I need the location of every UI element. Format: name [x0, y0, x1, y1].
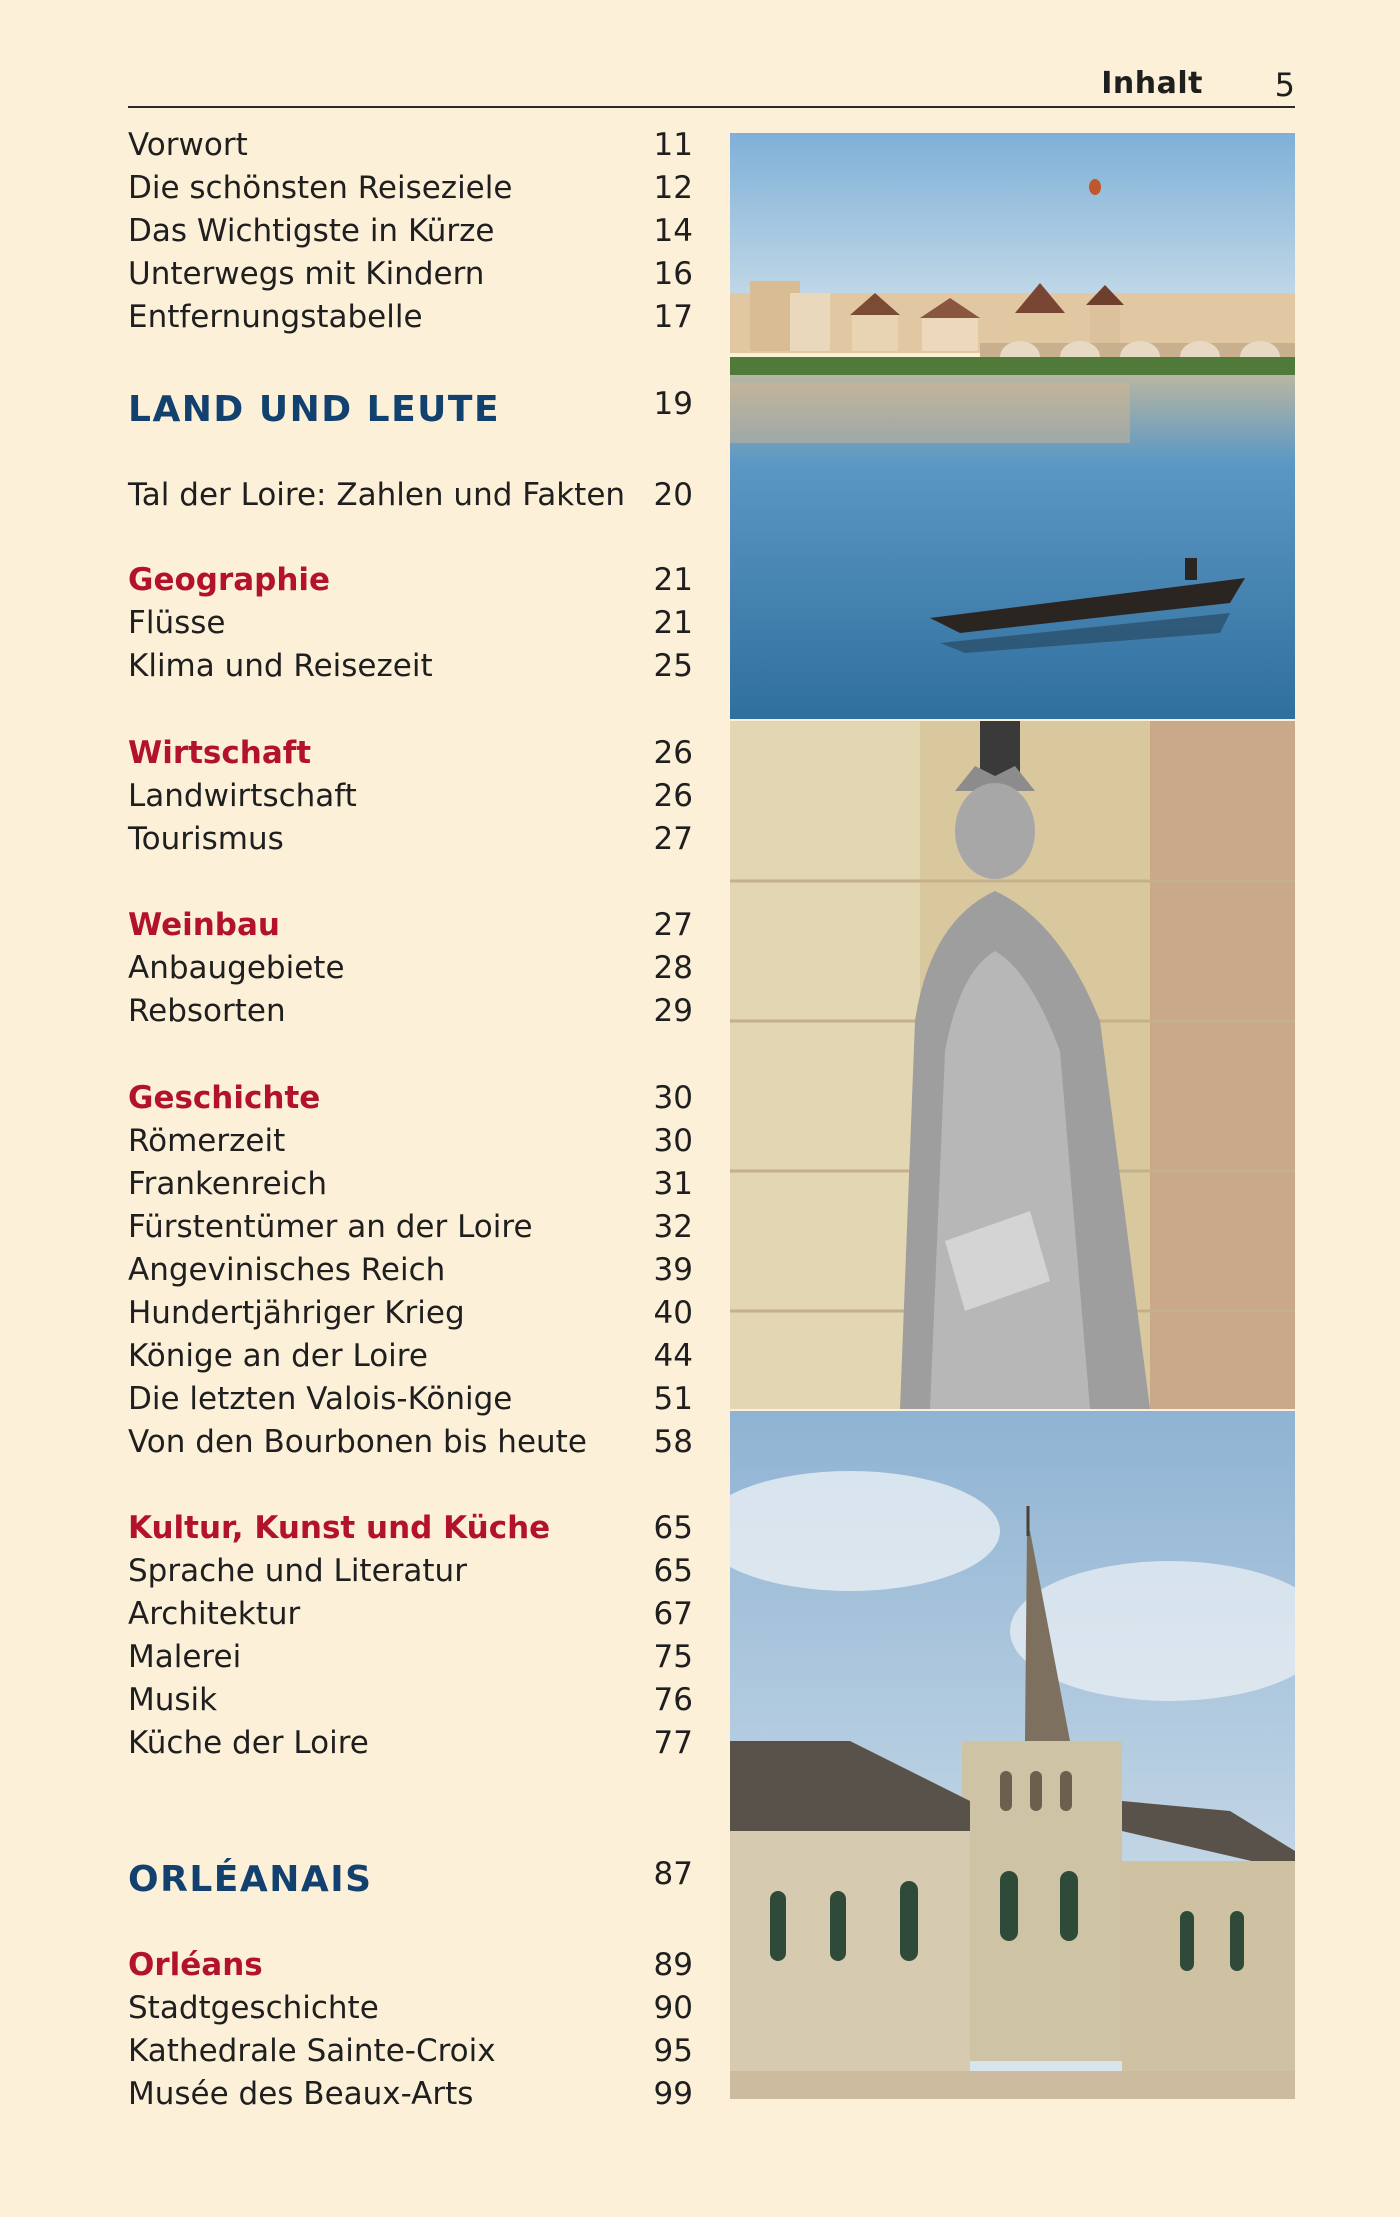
toc-entry-title: Sprache und Literatur: [128, 1553, 467, 1589]
toc-entry-page: 29: [653, 993, 693, 1029]
toc-entry-page: 21: [653, 562, 693, 598]
toc-entry-page: 87: [653, 1856, 693, 1892]
toc-entry-title: Frankenreich: [128, 1166, 327, 1202]
romanesque-abbey-church-photo: [730, 1411, 1295, 2099]
toc-entry-page: 12: [653, 170, 693, 206]
toc-entry-page: 51: [653, 1381, 693, 1417]
toc-entry-title: Weinbau: [128, 907, 280, 943]
toc-entry-title: Die letzten Valois-Könige: [128, 1381, 513, 1417]
toc-entry-title: Römerzeit: [128, 1123, 286, 1159]
toc-entry-title: Geographie: [128, 562, 331, 598]
toc-entry-page: 65: [653, 1510, 693, 1546]
toc-entry-title: Die schönsten Reiseziele: [128, 170, 513, 206]
toc-entry-page: 31: [653, 1166, 693, 1202]
running-header: [128, 62, 1295, 108]
toc-entry-title: Das Wichtigste in Kürze: [128, 213, 495, 249]
toc-entry-page: 27: [653, 821, 693, 857]
toc-entry-page: 65: [653, 1553, 693, 1589]
toc-entry-page: 16: [653, 256, 693, 292]
loire-town-river-boat-photo: [730, 133, 1295, 719]
toc-entry-title: Musik: [128, 1682, 218, 1718]
toc-entry-title: Vorwort: [128, 127, 248, 163]
toc-entry-page: 14: [653, 213, 693, 249]
header-page-number: 5: [1274, 66, 1295, 104]
toc-entry-title: Entfernungstabelle: [128, 299, 423, 335]
toc-entry-page: 40: [653, 1295, 693, 1331]
toc-entry-title: Tal der Loire: Zahlen und Fakten: [128, 477, 626, 513]
toc-entry-page: 27: [653, 907, 693, 943]
toc-entry-title: Rebsorten: [128, 993, 286, 1029]
toc-entry-page: 76: [653, 1682, 693, 1718]
toc-entry-title: ORLÉANAIS: [128, 1859, 373, 1900]
toc-entry-title: Von den Bourbonen bis heute: [128, 1424, 587, 1460]
toc-entry-page: 77: [653, 1725, 693, 1761]
toc-entry-page: 21: [653, 605, 693, 641]
toc-entry-title: Hundertjähriger Krieg: [128, 1295, 465, 1331]
toc-entry-page: 58: [653, 1424, 693, 1460]
toc-entry-page: 20: [653, 477, 693, 513]
toc-entry-title: Flüsse: [128, 605, 226, 641]
toc-entry-page: 95: [653, 2033, 693, 2069]
toc-entry-title: Stadtgeschichte: [128, 1990, 379, 2026]
toc-entry-page: 44: [653, 1338, 693, 1374]
toc-entry-page: 26: [653, 735, 693, 771]
toc-entry-title: Wirtschaft: [128, 735, 312, 771]
toc-entry-title: Malerei: [128, 1639, 242, 1675]
toc-entry-title: Musée des Beaux-Arts: [128, 2076, 474, 2112]
header-section-title: Inhalt: [1101, 66, 1203, 101]
toc-entry-page: 39: [653, 1252, 693, 1288]
toc-entry-page: 30: [653, 1080, 693, 1116]
toc-entry-title: Fürstentümer an der Loire: [128, 1209, 533, 1245]
toc-entry-title: Anbaugebiete: [128, 950, 345, 986]
toc-entry-page: 26: [653, 778, 693, 814]
toc-entry-title: Küche der Loire: [128, 1725, 369, 1761]
toc-entry-title: Klima und Reisezeit: [128, 648, 433, 684]
toc-entry-title: Kultur, Kunst und Küche: [128, 1510, 551, 1546]
toc-entry-title: Kathedrale Sainte-Croix: [128, 2033, 496, 2069]
toc-entry-title: Unterwegs mit Kindern: [128, 256, 485, 292]
toc-entry-title: Könige an der Loire: [128, 1338, 428, 1374]
toc-entry-page: 17: [653, 299, 693, 335]
toc-entry-page: 32: [653, 1209, 693, 1245]
toc-entry-page: 90: [653, 1990, 693, 2026]
toc-entry-page: 28: [653, 950, 693, 986]
toc-entry-title: Orléans: [128, 1947, 263, 1983]
toc-entry-page: 67: [653, 1596, 693, 1632]
toc-entry-title: Landwirtschaft: [128, 778, 357, 814]
toc-entry-page: 25: [653, 648, 693, 684]
toc-entry-page: 89: [653, 1947, 693, 1983]
toc-entry-page: 30: [653, 1123, 693, 1159]
toc-entry-page: 75: [653, 1639, 693, 1675]
toc-entry-title: Architektur: [128, 1596, 301, 1632]
toc-entry-title: Geschichte: [128, 1080, 321, 1116]
toc-entry-page: 11: [653, 127, 693, 163]
king-statue-photo: [730, 721, 1295, 1409]
toc-entry-title: Angevinisches Reich: [128, 1252, 446, 1288]
toc-entry-page: 19: [653, 386, 693, 422]
toc-entry-page: 99: [653, 2076, 693, 2112]
toc-entry-title: Tourismus: [128, 821, 284, 857]
toc-entry-title: LAND UND LEUTE: [128, 389, 501, 430]
